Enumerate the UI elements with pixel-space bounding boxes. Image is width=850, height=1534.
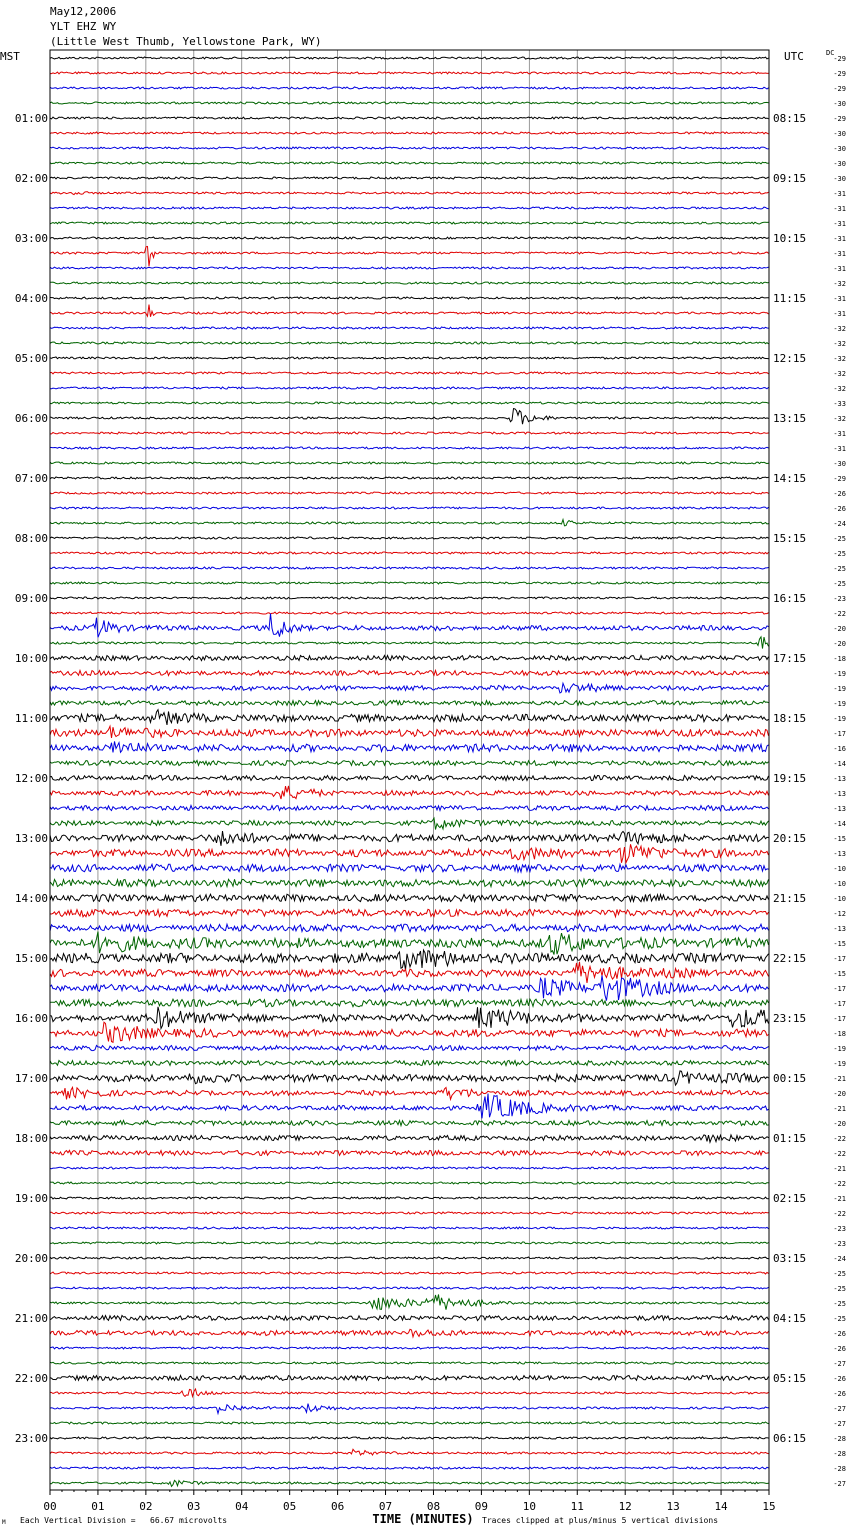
x-tick-label: 13 bbox=[666, 1500, 680, 1513]
utc-hour-label: 08:15 bbox=[773, 112, 807, 125]
dc-offset-label: -15 bbox=[833, 835, 846, 843]
dc-offset-label: -26 bbox=[833, 1345, 846, 1353]
utc-hour-label: 09:15 bbox=[773, 172, 807, 185]
trace-line bbox=[50, 1087, 769, 1099]
trace-line bbox=[50, 297, 769, 299]
x-tick-label: 14 bbox=[714, 1500, 728, 1513]
dc-offset-label: -30 bbox=[833, 130, 846, 138]
trace-line bbox=[50, 247, 769, 267]
trace-line bbox=[50, 683, 769, 693]
utc-hour-label: 13:15 bbox=[773, 412, 807, 425]
scale-note: Each Vertical Division = 66.67 microvolts bbox=[20, 1516, 228, 1525]
dc-offset-label: -22 bbox=[833, 610, 846, 618]
trace-line bbox=[50, 1287, 769, 1289]
trace-line bbox=[50, 844, 769, 863]
dc-offset-label: -23 bbox=[833, 1240, 846, 1248]
trace-line bbox=[50, 1467, 769, 1469]
trace-line bbox=[50, 1315, 769, 1320]
dc-offset-label: -10 bbox=[833, 865, 846, 873]
dc-offset-label: -19 bbox=[833, 715, 846, 723]
dc-offset-label: -23 bbox=[833, 595, 846, 603]
trace-line bbox=[50, 267, 769, 269]
trace-line bbox=[50, 1295, 769, 1310]
x-tick-label: 15 bbox=[762, 1500, 776, 1513]
mst-hour-labels bbox=[15, 112, 48, 1445]
dc-offset-label: -24 bbox=[833, 520, 846, 528]
trace-line bbox=[50, 637, 769, 649]
dc-offset-label: -22 bbox=[833, 1135, 846, 1143]
clip-note: Traces clipped at plus/minus 5 vertical divisions bbox=[482, 1516, 719, 1525]
trace-line bbox=[50, 710, 769, 725]
mst-hour-label: 10:00 bbox=[14, 652, 48, 665]
dc-offset-label: -26 bbox=[833, 1330, 846, 1338]
trace-line bbox=[50, 1257, 769, 1259]
dc-offset-label: -29 bbox=[833, 70, 846, 78]
dc-offset-label: -31 bbox=[833, 445, 846, 453]
dc-offset-label: -18 bbox=[833, 655, 846, 663]
trace-line bbox=[50, 1347, 769, 1349]
trace-line bbox=[50, 520, 769, 526]
mst-hour-label: 23:00 bbox=[14, 1432, 48, 1445]
dc-offset-label: -31 bbox=[833, 295, 846, 303]
dc-offset-label: -28 bbox=[833, 1465, 846, 1473]
dc-offset-label: -17 bbox=[833, 955, 846, 963]
utc-hour-label: 23:15 bbox=[773, 1012, 807, 1025]
trace-line bbox=[50, 387, 769, 389]
x-tick-label: 04 bbox=[235, 1500, 249, 1513]
trace-line bbox=[50, 975, 769, 1000]
trace-line bbox=[50, 1480, 769, 1486]
dc-offset-label: -19 bbox=[833, 670, 846, 678]
trace-line bbox=[50, 357, 769, 359]
mst-hour-label: 19:00 bbox=[14, 1192, 48, 1205]
trace-line bbox=[50, 477, 769, 479]
dc-offset-label: -29 bbox=[833, 85, 846, 93]
grid-lines bbox=[98, 50, 721, 1490]
dc-offset-label: -32 bbox=[833, 415, 846, 423]
x-tick-label: 08 bbox=[426, 1500, 441, 1513]
mst-hour-label: 02:00 bbox=[14, 172, 48, 185]
mst-hour-label: 07:00 bbox=[14, 472, 48, 485]
trace-line bbox=[50, 1362, 769, 1364]
trace-line bbox=[50, 1212, 769, 1214]
dc-offset-label: -16 bbox=[833, 745, 846, 753]
dc-offset-label: -27 bbox=[833, 1405, 846, 1413]
dc-offset-label: -32 bbox=[833, 325, 846, 333]
trace-line bbox=[50, 342, 769, 344]
trace-line bbox=[50, 237, 769, 239]
utc-hour-label: 05:15 bbox=[773, 1372, 807, 1385]
mst-hour-label: 18:00 bbox=[14, 1132, 48, 1145]
dc-offset-label: -27 bbox=[833, 1360, 846, 1368]
trace-line bbox=[50, 537, 769, 539]
dc-offset-label: -20 bbox=[833, 625, 846, 633]
x-tick-labels bbox=[43, 1490, 775, 1513]
mst-hour-label: 03:00 bbox=[14, 232, 48, 245]
dc-header-label: DC bbox=[826, 49, 835, 57]
dc-offset-label: -31 bbox=[833, 205, 846, 213]
dc-offset-label: -26 bbox=[833, 1390, 846, 1398]
trace-line bbox=[50, 1422, 769, 1424]
dc-offset-label: -17 bbox=[833, 1015, 846, 1023]
dc-offset-label: -31 bbox=[833, 250, 846, 258]
dc-offset-label: -25 bbox=[833, 535, 846, 543]
trace-line bbox=[50, 1071, 769, 1085]
trace-line bbox=[50, 1007, 769, 1029]
trace-line bbox=[50, 1197, 769, 1199]
dc-offset-label: -10 bbox=[833, 880, 846, 888]
dc-offset-label: -32 bbox=[833, 355, 846, 363]
dc-offset-label: -27 bbox=[833, 1480, 846, 1488]
dc-offset-label: -29 bbox=[833, 115, 846, 123]
utc-hour-label: 03:15 bbox=[773, 1252, 807, 1265]
dc-offset-label: -13 bbox=[833, 775, 846, 783]
mst-hour-label: 06:00 bbox=[14, 412, 48, 425]
x-tick-label: 12 bbox=[618, 1500, 632, 1513]
footer-mark: M bbox=[2, 1519, 6, 1526]
trace-line bbox=[50, 1135, 769, 1142]
trace-line bbox=[50, 282, 769, 284]
dc-offset-label: -30 bbox=[833, 175, 846, 183]
utc-hour-label: 00:15 bbox=[773, 1072, 807, 1085]
trace-line bbox=[50, 1242, 769, 1244]
dc-offset-label: -26 bbox=[833, 490, 846, 498]
trace-line bbox=[50, 761, 769, 766]
dc-offset-label: -29 bbox=[833, 55, 846, 63]
dc-offset-label: -25 bbox=[833, 1270, 846, 1278]
trace-line bbox=[50, 656, 769, 661]
dc-offset-label: -17 bbox=[833, 985, 846, 993]
x-tick-label: 01 bbox=[91, 1500, 105, 1513]
dc-offset-label: -14 bbox=[833, 820, 846, 828]
mst-hour-label: 05:00 bbox=[14, 352, 48, 365]
mst-hour-label: 11:00 bbox=[14, 712, 48, 725]
plot-frame bbox=[50, 50, 769, 1490]
dc-offset-labels bbox=[833, 55, 846, 1488]
trace-line bbox=[50, 909, 769, 917]
dc-offset-label: -31 bbox=[833, 430, 846, 438]
dc-offset-label: -31 bbox=[833, 235, 846, 243]
trace-line bbox=[50, 87, 769, 89]
dc-offset-label: -20 bbox=[833, 640, 846, 648]
mst-hour-label: 21:00 bbox=[14, 1312, 48, 1325]
trace-group bbox=[50, 57, 769, 1486]
trace-line bbox=[50, 462, 769, 464]
dc-offset-label: -17 bbox=[833, 730, 846, 738]
utc-hour-label: 22:15 bbox=[773, 952, 807, 965]
trace-line bbox=[50, 597, 769, 599]
utc-hour-label: 11:15 bbox=[773, 292, 807, 305]
trace-line bbox=[50, 552, 769, 554]
dc-offset-label: -32 bbox=[833, 280, 846, 288]
trace-line bbox=[50, 1375, 769, 1380]
dc-offset-label: -31 bbox=[833, 265, 846, 273]
dc-offset-label: -27 bbox=[833, 1420, 846, 1428]
mst-hour-label: 12:00 bbox=[14, 772, 48, 785]
x-tick-label: 03 bbox=[187, 1500, 201, 1513]
dc-offset-label: -31 bbox=[833, 220, 846, 228]
dc-offset-label: -30 bbox=[833, 160, 846, 168]
trace-line bbox=[50, 786, 769, 799]
x-tick-label: 06 bbox=[330, 1500, 345, 1513]
trace-line bbox=[50, 409, 769, 425]
trace-line bbox=[50, 207, 769, 209]
x-tick-label: 02 bbox=[139, 1500, 153, 1513]
trace-line bbox=[50, 492, 769, 494]
trace-line bbox=[50, 1120, 769, 1125]
dc-offset-label: -21 bbox=[833, 1195, 846, 1203]
utc-hour-label: 18:15 bbox=[773, 712, 807, 725]
dc-offset-label: -22 bbox=[833, 1210, 846, 1218]
x-tick-label: 11 bbox=[570, 1500, 584, 1513]
trace-line bbox=[50, 864, 769, 872]
dc-offset-label: -32 bbox=[833, 340, 846, 348]
trace-line bbox=[50, 1449, 769, 1455]
dc-offset-label: -29 bbox=[833, 475, 846, 483]
utc-hour-label: 17:15 bbox=[773, 652, 807, 665]
trace-line bbox=[50, 1167, 769, 1169]
dc-offset-label: -32 bbox=[833, 370, 846, 378]
utc-hour-labels bbox=[773, 112, 806, 1445]
mst-hour-label: 01:00 bbox=[14, 112, 48, 125]
mst-hour-label: 22:00 bbox=[14, 1372, 48, 1385]
dc-offset-label: -20 bbox=[833, 1090, 846, 1098]
trace-line bbox=[50, 806, 769, 811]
right-timezone-label: UTC bbox=[784, 50, 804, 63]
dc-offset-label: -13 bbox=[833, 805, 846, 813]
dc-offset-label: -31 bbox=[833, 190, 846, 198]
mst-hour-label: 20:00 bbox=[14, 1252, 48, 1265]
x-axis-label: TIME (MINUTES) bbox=[372, 1512, 474, 1526]
trace-line bbox=[50, 1060, 769, 1065]
trace-line bbox=[50, 1227, 769, 1229]
trace-line bbox=[50, 447, 769, 449]
dc-offset-label: -25 bbox=[833, 1300, 846, 1308]
dc-offset-label: -30 bbox=[833, 100, 846, 108]
dc-offset-label: -23 bbox=[833, 1225, 846, 1233]
trace-line bbox=[50, 879, 769, 887]
trace-line bbox=[50, 402, 769, 404]
dc-offset-label: -22 bbox=[833, 1180, 846, 1188]
mst-hour-label: 14:00 bbox=[14, 892, 48, 905]
dc-offset-label: -25 bbox=[833, 1285, 846, 1293]
utc-hour-label: 10:15 bbox=[773, 232, 807, 245]
utc-hour-label: 06:15 bbox=[773, 1432, 807, 1445]
trace-line bbox=[50, 741, 769, 752]
dc-offset-label: -26 bbox=[833, 505, 846, 513]
x-tick-label: 05 bbox=[283, 1500, 297, 1513]
dc-offset-label: -19 bbox=[833, 1045, 846, 1053]
utc-hour-label: 20:15 bbox=[773, 832, 807, 845]
mst-hour-label: 17:00 bbox=[14, 1072, 48, 1085]
trace-line bbox=[50, 1389, 769, 1396]
dc-offset-label: -21 bbox=[833, 1075, 846, 1083]
trace-line bbox=[50, 1437, 769, 1439]
dc-offset-label: -18 bbox=[833, 1030, 846, 1038]
dc-offset-label: -25 bbox=[833, 565, 846, 573]
trace-line bbox=[50, 432, 769, 434]
dc-offset-label: -13 bbox=[833, 850, 846, 858]
utc-hour-label: 15:15 bbox=[773, 532, 807, 545]
utc-hour-label: 01:15 bbox=[773, 1132, 807, 1145]
x-tick-label: 10 bbox=[522, 1500, 536, 1513]
station-label: YLT EHZ WY bbox=[50, 20, 117, 33]
trace-line bbox=[50, 192, 769, 195]
trace-line bbox=[50, 582, 769, 584]
trace-line bbox=[50, 372, 769, 374]
trace-line bbox=[50, 1272, 769, 1274]
trace-line bbox=[50, 1404, 769, 1414]
date-label: May12,2006 bbox=[50, 5, 117, 18]
x-tick-label: 07 bbox=[378, 1500, 393, 1513]
dc-offset-label: -25 bbox=[833, 1315, 846, 1323]
trace-line bbox=[50, 924, 769, 932]
trace-line bbox=[50, 612, 769, 614]
left-timezone-label: MST bbox=[0, 50, 20, 63]
utc-hour-label: 19:15 bbox=[773, 772, 807, 785]
trace-line bbox=[50, 1150, 769, 1155]
dc-offset-label: -13 bbox=[833, 790, 846, 798]
trace-line bbox=[50, 177, 769, 179]
trace-line bbox=[50, 567, 769, 569]
dc-offset-label: -25 bbox=[833, 550, 846, 558]
trace-line bbox=[50, 327, 769, 329]
trace-line bbox=[50, 1094, 769, 1119]
trace-line bbox=[50, 700, 769, 705]
dc-offset-label: -21 bbox=[833, 1165, 846, 1173]
utc-hour-label: 21:15 bbox=[773, 892, 807, 905]
dc-offset-label: -24 bbox=[833, 1255, 846, 1263]
trace-line bbox=[50, 1022, 769, 1042]
trace-line bbox=[50, 305, 769, 317]
trace-line bbox=[50, 57, 769, 59]
location-label: (Little West Thumb, Yellowstone Park, WY) bbox=[50, 35, 322, 48]
trace-line bbox=[50, 894, 769, 902]
dc-offset-label: -19 bbox=[833, 700, 846, 708]
utc-hour-label: 02:15 bbox=[773, 1192, 807, 1205]
trace-line bbox=[50, 614, 769, 638]
mst-hour-label: 04:00 bbox=[14, 292, 48, 305]
dc-offset-label: -21 bbox=[833, 1105, 846, 1113]
trace-line bbox=[50, 831, 769, 846]
trace-line bbox=[50, 932, 769, 955]
utc-hour-label: 12:15 bbox=[773, 352, 807, 365]
trace-line bbox=[50, 117, 769, 119]
dc-offset-label: -25 bbox=[833, 580, 846, 588]
trace-line bbox=[50, 72, 769, 74]
dc-offset-label: -19 bbox=[833, 1060, 846, 1068]
utc-hour-label: 04:15 bbox=[773, 1312, 807, 1325]
dc-offset-label: -28 bbox=[833, 1450, 846, 1458]
dc-offset-label: -19 bbox=[833, 685, 846, 693]
trace-line bbox=[50, 1329, 769, 1337]
dc-offset-label: -32 bbox=[833, 385, 846, 393]
mst-hour-label: 16:00 bbox=[14, 1012, 48, 1025]
utc-hour-label: 14:15 bbox=[773, 472, 807, 485]
dc-offset-label: -26 bbox=[833, 1375, 846, 1383]
dc-offset-label: -22 bbox=[833, 1150, 846, 1158]
trace-line bbox=[50, 1182, 769, 1184]
trace-line bbox=[50, 670, 769, 675]
trace-line bbox=[50, 507, 769, 509]
mst-hour-label: 09:00 bbox=[14, 592, 48, 605]
mst-hour-label: 08:00 bbox=[14, 532, 48, 545]
dc-offset-label: -30 bbox=[833, 145, 846, 153]
dc-offset-label: -15 bbox=[833, 970, 846, 978]
dc-offset-label: -14 bbox=[833, 760, 846, 768]
dc-offset-label: -31 bbox=[833, 310, 846, 318]
trace-line bbox=[50, 818, 769, 829]
utc-hour-label: 16:15 bbox=[773, 592, 807, 605]
mst-hour-label: 15:00 bbox=[14, 952, 48, 965]
dc-offset-label: -12 bbox=[833, 910, 846, 918]
dc-offset-label: -13 bbox=[833, 925, 846, 933]
x-tick-label: 00 bbox=[43, 1500, 57, 1513]
dc-offset-label: -15 bbox=[833, 940, 846, 948]
trace-line bbox=[50, 132, 769, 134]
trace-line bbox=[50, 726, 769, 738]
trace-line bbox=[50, 162, 769, 164]
trace-line bbox=[50, 1045, 769, 1050]
trace-line bbox=[50, 775, 769, 780]
dc-offset-label: -17 bbox=[833, 1000, 846, 1008]
dc-offset-label: -28 bbox=[833, 1435, 846, 1443]
dc-offset-label: -20 bbox=[833, 1120, 846, 1128]
trace-line bbox=[50, 102, 769, 104]
mst-hour-label: 13:00 bbox=[14, 832, 48, 845]
trace-line bbox=[50, 950, 769, 970]
dc-offset-label: -10 bbox=[833, 895, 846, 903]
x-tick-label: 09 bbox=[474, 1500, 489, 1513]
dc-offset-label: -30 bbox=[833, 460, 846, 468]
trace-line bbox=[50, 222, 769, 224]
trace-line bbox=[50, 147, 769, 149]
dc-offset-label: -33 bbox=[833, 400, 846, 408]
trace-line bbox=[50, 999, 769, 1007]
